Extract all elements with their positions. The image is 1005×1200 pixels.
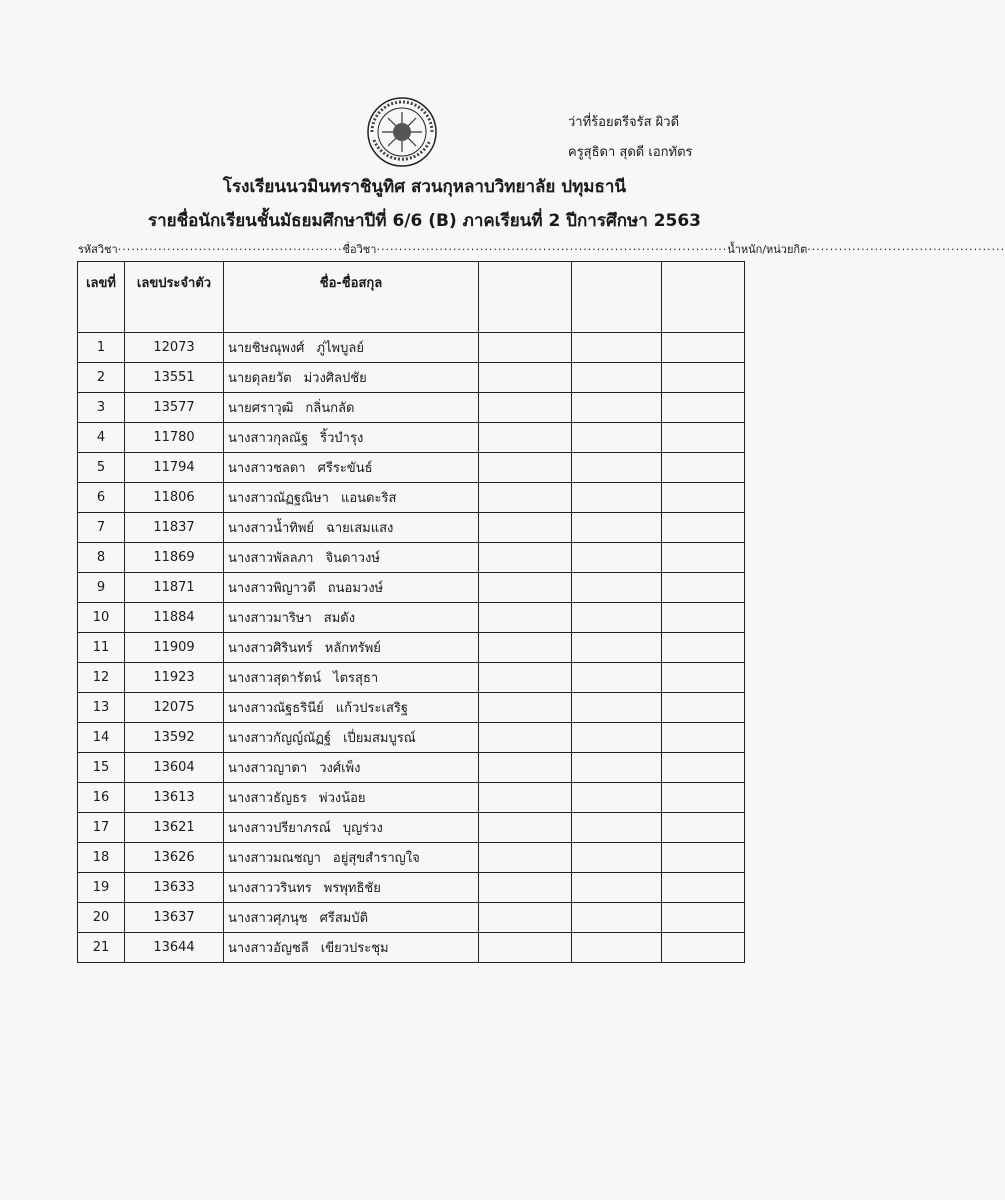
table-row bbox=[78, 633, 745, 663]
col-header-no: เลขที่ bbox=[78, 262, 125, 333]
first-name: นางสาวมาริษา bbox=[228, 611, 312, 626]
subject-fields bbox=[78, 240, 1005, 258]
first-name: นางสาวธัญธร bbox=[228, 791, 307, 806]
blank-cell-2 bbox=[572, 783, 662, 813]
school-logo bbox=[366, 96, 438, 168]
cell-no: 17 bbox=[78, 813, 125, 843]
credit-label: น้ำหนัก/หน่วยกิต bbox=[727, 243, 808, 256]
blank-cell-1 bbox=[479, 573, 572, 603]
blank-cell-2 bbox=[572, 573, 662, 603]
cell-no: 11 bbox=[78, 633, 125, 663]
cell-id: 11780 bbox=[125, 423, 224, 453]
advisor-1: ว่าที่ร้อยตรีจรัส ผิวดี bbox=[568, 115, 680, 130]
blank-cell-1 bbox=[479, 663, 572, 693]
cell-name bbox=[224, 393, 479, 423]
blank-cell-1 bbox=[479, 903, 572, 933]
blank-cell-3 bbox=[662, 603, 745, 633]
first-name: นางสาวปรียาภรณ์ bbox=[228, 821, 331, 836]
last-name: บุญร่วง bbox=[342, 821, 383, 836]
table-row bbox=[78, 363, 745, 393]
cell-no: 3 bbox=[78, 393, 125, 423]
blank-cell-3 bbox=[662, 573, 745, 603]
cell-id: 13637 bbox=[125, 903, 224, 933]
last-name: เขียวประชุม bbox=[320, 941, 389, 956]
blank-cell-3 bbox=[662, 933, 745, 963]
cell-no: 4 bbox=[78, 423, 125, 453]
blank-cell-1 bbox=[479, 783, 572, 813]
cell-id: 11871 bbox=[125, 573, 224, 603]
table-row bbox=[78, 813, 745, 843]
first-name: นางสาวกัญญ์ณัฏฐ์ bbox=[228, 731, 332, 746]
cell-id: 13577 bbox=[125, 393, 224, 423]
cell-no: 10 bbox=[78, 603, 125, 633]
cell-id: 13633 bbox=[125, 873, 224, 903]
col-header-blank-3 bbox=[662, 262, 745, 333]
cell-no: 15 bbox=[78, 753, 125, 783]
cell-no: 19 bbox=[78, 873, 125, 903]
first-name: นางสาวญาดา bbox=[228, 761, 308, 776]
cell-id: 13621 bbox=[125, 813, 224, 843]
table-row bbox=[78, 663, 745, 693]
table-row bbox=[78, 873, 745, 903]
first-name: นางสาวณัฏฐณิษา bbox=[228, 491, 329, 506]
blank-cell-1 bbox=[479, 363, 572, 393]
last-name: ภู่ไพบูลย์ bbox=[316, 341, 364, 356]
student-table bbox=[77, 261, 745, 963]
table-row bbox=[78, 603, 745, 633]
blank-cell-3 bbox=[662, 363, 745, 393]
cell-id: 13592 bbox=[125, 723, 224, 753]
table-row bbox=[78, 753, 745, 783]
cell-name bbox=[224, 753, 479, 783]
blank-cell-3 bbox=[662, 753, 745, 783]
subject-name-label: ชื่อวิชา bbox=[342, 243, 377, 256]
last-name: แอนดะริส bbox=[340, 491, 397, 506]
first-name: นางสาวศุภนุช bbox=[228, 911, 308, 926]
cell-no: 13 bbox=[78, 693, 125, 723]
table-header-row bbox=[78, 262, 745, 333]
blank-cell-2 bbox=[572, 753, 662, 783]
blank-cell-3 bbox=[662, 513, 745, 543]
cell-name bbox=[224, 573, 479, 603]
blank-cell-2 bbox=[572, 873, 662, 903]
cell-no: 5 bbox=[78, 453, 125, 483]
cell-id: 11884 bbox=[125, 603, 224, 633]
cell-no: 14 bbox=[78, 723, 125, 753]
blank-cell-1 bbox=[479, 753, 572, 783]
cell-name bbox=[224, 543, 479, 573]
blank-cell-2 bbox=[572, 453, 662, 483]
last-name: ม่วงศิลปชัย bbox=[303, 371, 367, 386]
first-name: นางสาวอัญชลี bbox=[228, 941, 309, 956]
blank-cell-1 bbox=[479, 873, 572, 903]
first-name: นางสาวพิญาวดี bbox=[228, 581, 316, 596]
table-row bbox=[78, 783, 745, 813]
blank-cell-1 bbox=[479, 453, 572, 483]
blank-cell-1 bbox=[479, 603, 572, 633]
cell-name bbox=[224, 783, 479, 813]
col-header-id: เลขประจำตัว bbox=[125, 262, 224, 333]
last-name: แก้วประเสริฐ bbox=[335, 701, 409, 716]
table-row bbox=[78, 723, 745, 753]
last-name: หลักทรัพย์ bbox=[324, 641, 381, 656]
blank-cell-2 bbox=[572, 813, 662, 843]
first-name: นางสาวน้ำทิพย์ bbox=[228, 521, 315, 536]
blank-cell-3 bbox=[662, 453, 745, 483]
blank-cell-3 bbox=[662, 663, 745, 693]
blank-cell-3 bbox=[662, 393, 745, 423]
blank-cell-1 bbox=[479, 723, 572, 753]
last-name: จินดาวงษ์ bbox=[325, 551, 380, 566]
blank-cell-1 bbox=[479, 933, 572, 963]
table-row bbox=[78, 573, 745, 603]
first-name: นางสาวพัลลภา bbox=[228, 551, 314, 566]
blank-cell-3 bbox=[662, 483, 745, 513]
cell-name bbox=[224, 363, 479, 393]
blank-cell-2 bbox=[572, 543, 662, 573]
blank-cell-1 bbox=[479, 333, 572, 363]
cell-name bbox=[224, 903, 479, 933]
blank-cell-3 bbox=[662, 843, 745, 873]
last-name: พ่วงน้อย bbox=[319, 791, 366, 806]
cell-name bbox=[224, 513, 479, 543]
cell-name bbox=[224, 813, 479, 843]
blank-cell-2 bbox=[572, 903, 662, 933]
blank-cell-3 bbox=[662, 693, 745, 723]
cell-id: 12073 bbox=[125, 333, 224, 363]
school-title: โรงเรียนนวมินทราชินูทิศ สวนกุหลาบวิทยาลัย ปทุมธานี bbox=[222, 177, 627, 197]
table-body bbox=[78, 333, 745, 963]
cell-no: 12 bbox=[78, 663, 125, 693]
first-name: นางสาวณัฐธรินีย์ bbox=[228, 701, 324, 716]
last-name: วงศ์เพ็ง bbox=[319, 761, 361, 776]
cell-no: 20 bbox=[78, 903, 125, 933]
last-name: สมดัง bbox=[323, 611, 356, 626]
table-row bbox=[78, 393, 745, 423]
table-row bbox=[78, 693, 745, 723]
cell-id: 13644 bbox=[125, 933, 224, 963]
blank-cell-2 bbox=[572, 333, 662, 363]
blank-cell-2 bbox=[572, 423, 662, 453]
first-name: นายศราวุฒิ bbox=[228, 401, 294, 416]
blank-cell-2 bbox=[572, 393, 662, 423]
blank-cell-3 bbox=[662, 633, 745, 663]
cell-name bbox=[224, 633, 479, 663]
col-header-blank-1 bbox=[479, 262, 572, 333]
advisor-2: ครูสุธิดา สุดดี เอกทัตร bbox=[568, 145, 693, 160]
cell-no: 8 bbox=[78, 543, 125, 573]
cell-id: 13613 bbox=[125, 783, 224, 813]
cell-name bbox=[224, 723, 479, 753]
blank-cell-2 bbox=[572, 663, 662, 693]
cell-no: 21 bbox=[78, 933, 125, 963]
subject-name-blank: .............................................................................. bbox=[376, 240, 728, 253]
cell-id: 11869 bbox=[125, 543, 224, 573]
last-name: อยู่สุขสำราญใจ bbox=[332, 851, 420, 866]
last-name: ไตรสุธา bbox=[333, 671, 379, 686]
table-row bbox=[78, 933, 745, 963]
cell-id: 13626 bbox=[125, 843, 224, 873]
first-name: นางสาวกุลณัฐ bbox=[228, 431, 309, 446]
subject-code-label: รหัสวิชา bbox=[78, 243, 118, 256]
cell-id: 13551 bbox=[125, 363, 224, 393]
blank-cell-2 bbox=[572, 933, 662, 963]
cell-id: 11794 bbox=[125, 453, 224, 483]
blank-cell-2 bbox=[572, 513, 662, 543]
cell-no: 2 bbox=[78, 363, 125, 393]
last-name: ฉายเสมแสง bbox=[326, 521, 394, 536]
last-name: เปี่ยมสมบูรณ์ bbox=[343, 731, 416, 746]
blank-cell-3 bbox=[662, 903, 745, 933]
cell-name bbox=[224, 423, 479, 453]
blank-cell-1 bbox=[479, 843, 572, 873]
last-name: กลิ่นกลัด bbox=[305, 401, 355, 416]
cell-id: 11923 bbox=[125, 663, 224, 693]
blank-cell-1 bbox=[479, 393, 572, 423]
cell-name bbox=[224, 453, 479, 483]
blank-cell-1 bbox=[479, 813, 572, 843]
first-name: นางสาววรินทร bbox=[228, 881, 312, 896]
blank-cell-3 bbox=[662, 813, 745, 843]
blank-cell-2 bbox=[572, 603, 662, 633]
cell-id: 11837 bbox=[125, 513, 224, 543]
table-row bbox=[78, 453, 745, 483]
col-header-name: ชื่อ-ชื่อสกุล bbox=[224, 262, 479, 333]
cell-no: 9 bbox=[78, 573, 125, 603]
blank-cell-3 bbox=[662, 783, 745, 813]
blank-cell-3 bbox=[662, 723, 745, 753]
cell-name bbox=[224, 933, 479, 963]
cell-id: 11806 bbox=[125, 483, 224, 513]
list-title: รายชื่อนักเรียนชั้นมัธยมศึกษาปีที่ 6/6 (B) ภาคเรียนที่ 2 ปีการศึกษา 2563 bbox=[147, 211, 702, 231]
blank-cell-1 bbox=[479, 513, 572, 543]
table-row bbox=[78, 483, 745, 513]
blank-cell-3 bbox=[662, 873, 745, 903]
cell-name bbox=[224, 483, 479, 513]
blank-cell-3 bbox=[662, 333, 745, 363]
credit-blank: ............................................ bbox=[807, 240, 1005, 253]
last-name: ริ้วบำรุง bbox=[320, 431, 364, 446]
blank-cell-2 bbox=[572, 693, 662, 723]
cell-no: 1 bbox=[78, 333, 125, 363]
last-name: ศรีระขันธ์ bbox=[317, 461, 373, 476]
blank-cell-2 bbox=[572, 843, 662, 873]
cell-no: 16 bbox=[78, 783, 125, 813]
cell-no: 6 bbox=[78, 483, 125, 513]
blank-cell-2 bbox=[572, 723, 662, 753]
blank-cell-3 bbox=[662, 543, 745, 573]
cell-name bbox=[224, 663, 479, 693]
first-name: นางสาวชลดา bbox=[228, 461, 306, 476]
cell-name bbox=[224, 333, 479, 363]
first-name: นางสาวมณชญา bbox=[228, 851, 321, 866]
col-header-blank-2 bbox=[572, 262, 662, 333]
table-row bbox=[78, 903, 745, 933]
first-name: นางสาวศิรินทร์ bbox=[228, 641, 313, 656]
cell-name bbox=[224, 603, 479, 633]
cell-id: 12075 bbox=[125, 693, 224, 723]
table-row bbox=[78, 513, 745, 543]
blank-cell-1 bbox=[479, 693, 572, 723]
cell-no: 18 bbox=[78, 843, 125, 873]
cell-name bbox=[224, 873, 479, 903]
cell-name bbox=[224, 693, 479, 723]
blank-cell-2 bbox=[572, 633, 662, 663]
cell-name bbox=[224, 843, 479, 873]
first-name: นายดุลยวัต bbox=[228, 371, 292, 386]
cell-id: 13604 bbox=[125, 753, 224, 783]
subject-code-blank: .................................................. bbox=[117, 240, 343, 253]
blank-cell-1 bbox=[479, 633, 572, 663]
last-name: ศรีสมบัติ bbox=[319, 911, 369, 926]
blank-cell-3 bbox=[662, 423, 745, 453]
blank-cell-2 bbox=[572, 483, 662, 513]
table-row bbox=[78, 423, 745, 453]
table-row bbox=[78, 333, 745, 363]
first-name: นางสาวสุดารัตน์ bbox=[228, 671, 322, 686]
blank-cell-2 bbox=[572, 363, 662, 393]
blank-cell-1 bbox=[479, 483, 572, 513]
table-row bbox=[78, 843, 745, 873]
last-name: พรพุทธิชัย bbox=[323, 881, 381, 896]
blank-cell-1 bbox=[479, 543, 572, 573]
first-name: นายชิษณุพงศ์ bbox=[228, 341, 305, 356]
advisors bbox=[568, 108, 693, 168]
table-row bbox=[78, 543, 745, 573]
blank-cell-1 bbox=[479, 423, 572, 453]
cell-no: 7 bbox=[78, 513, 125, 543]
last-name: ถนอมวงษ์ bbox=[327, 581, 384, 596]
cell-id: 11909 bbox=[125, 633, 224, 663]
